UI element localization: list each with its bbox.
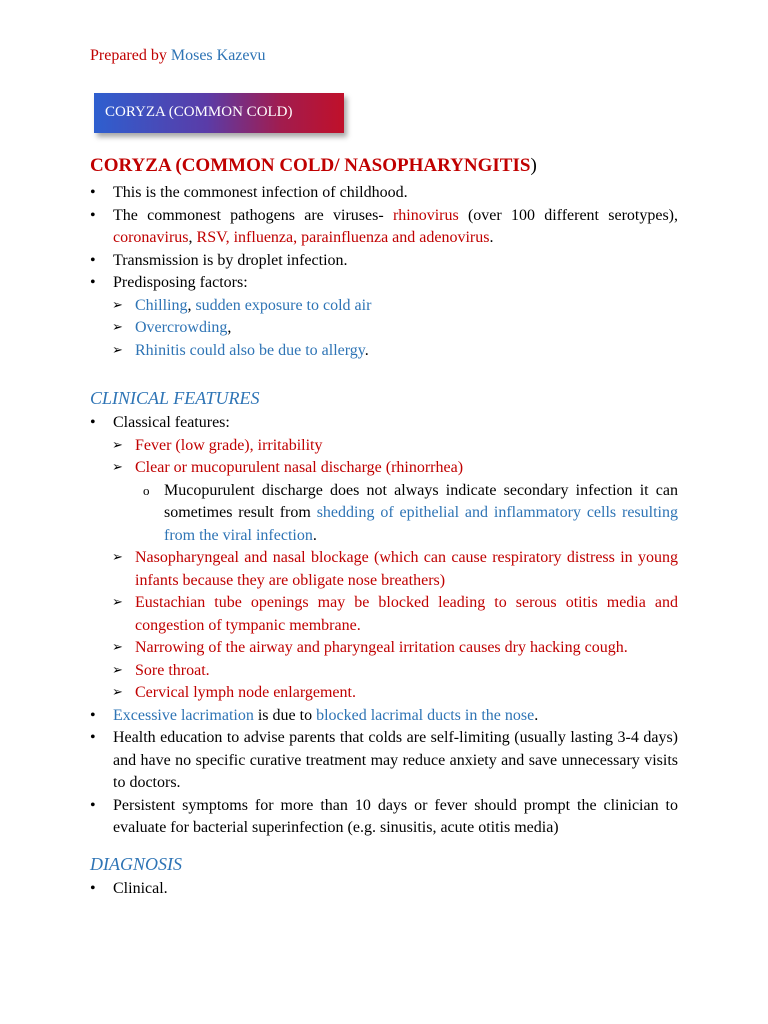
- title-close-paren: ): [530, 155, 537, 176]
- highlight-text: Chilling: [135, 296, 188, 314]
- highlight-text: RSV, influenza, parainfluenza and adenovirus: [196, 229, 490, 246]
- bullet-text: Sore throat.: [135, 661, 210, 679]
- list-item: [90, 878, 678, 901]
- page-title: [90, 155, 537, 177]
- highlight-text: Excessive lacrimation: [113, 706, 254, 724]
- bullet-text: Cervical lymph node enlargement.: [135, 684, 356, 701]
- author-name: Moses Kazevu: [170, 47, 266, 64]
- sub-list-item: [90, 295, 678, 318]
- prepared-by-line: [90, 47, 266, 65]
- bullet-text: is due to: [253, 706, 317, 724]
- bullet-text: ,: [227, 319, 232, 336]
- section-heading-clinical: CLINICAL FEATURES: [90, 388, 260, 408]
- bullet-text: This is the commonest infection of childhood.: [113, 184, 408, 201]
- sub-list-item: [90, 682, 678, 705]
- highlight-text: blocked lacrimal ducts in the nose: [316, 706, 535, 724]
- sub-list-item: [90, 435, 678, 458]
- sub-list-item: [90, 457, 678, 480]
- bullet-text: .: [534, 706, 539, 724]
- bullet-text: Predisposing factors:: [113, 274, 248, 291]
- bullet-text: Eustachian tube openings may be blocked leading to serous otitis media and congestion of tympanic membrane.: [135, 594, 678, 634]
- bullet-text: ,: [188, 229, 197, 246]
- sub-list-item: [90, 547, 678, 592]
- list-item: [90, 250, 678, 273]
- prepared-label: Prepared by: [90, 47, 167, 64]
- bullet-text: (over 100 different serotypes),: [458, 206, 679, 224]
- bullet-text: .: [312, 526, 317, 544]
- bullet-text: Health education to advise parents that colds are self-limiting (usually lasting 3-4 days) and have no specific curative treatment may reduce anxiety and save unnecessary visits to doctors.: [113, 729, 678, 791]
- document-body: [90, 182, 678, 900]
- list-item: [90, 727, 678, 795]
- sub-list-item: [90, 317, 678, 340]
- bullet-text: Transmission is by droplet infection.: [113, 251, 348, 269]
- sub-list-item: [90, 592, 678, 637]
- bullet-text: Mucopurulent discharge does not always indicate secondary infection it can sometimes result from: [164, 481, 678, 521]
- highlight-text: rhinovirus: [392, 206, 459, 224]
- bullet-text: The commonest pathogens are viruses-: [113, 206, 393, 224]
- title-text: CORYZA (COMMON COLD/ NASOPHARYNGITIS: [90, 155, 531, 176]
- sub-list-item: [90, 660, 678, 683]
- section-heading-diagnosis: DIAGNOSIS: [90, 853, 182, 874]
- bullet-text: Nasopharyngeal and nasal blockage (which can cause respiratory distress in young infants because they are obligate nose breathers): [135, 549, 678, 589]
- highlight-text: sudden exposure to cold air: [195, 296, 372, 314]
- bullet-text: Narrowing of the airway and pharyngeal irritation causes dry hacking cough.: [135, 639, 628, 656]
- highlight-text: shedding of epithelial and inflammatory cells resulting from the viral infection: [164, 504, 678, 544]
- highlight-text: Rhinitis could also be due to allergy: [135, 341, 365, 359]
- bullet-text: .: [364, 341, 369, 359]
- sub-list-item: [90, 340, 678, 363]
- list-item: [90, 182, 678, 205]
- highlight-text: coronavirus: [113, 229, 189, 246]
- list-item: [90, 412, 678, 435]
- bullet-text: Persistent symptoms for more than 10 days or fever should prompt the clinician to evaluate for bacterial superinfection (e.g. sinusitis, acute otitis media): [113, 796, 678, 836]
- nested-list-item: [90, 480, 678, 548]
- banner-label: CORYZA (COMMON COLD): [105, 104, 293, 120]
- bullet-text: Clinical.: [113, 879, 168, 897]
- bullet-text: Fever (low grade), irritability: [135, 436, 323, 454]
- highlight-text: Overcrowding: [135, 319, 228, 336]
- bullet-text: ,: [187, 296, 196, 314]
- section-banner: [94, 93, 344, 133]
- list-item: [90, 795, 678, 840]
- list-item: [90, 705, 678, 728]
- bullet-text: .: [489, 229, 494, 246]
- list-item: [90, 205, 678, 250]
- bullet-text: Clear or mucopurulent nasal discharge (rhinorrhea): [135, 459, 464, 476]
- bullet-text: Classical features:: [113, 414, 230, 431]
- sub-list-item: [90, 637, 678, 660]
- list-item: [90, 272, 678, 295]
